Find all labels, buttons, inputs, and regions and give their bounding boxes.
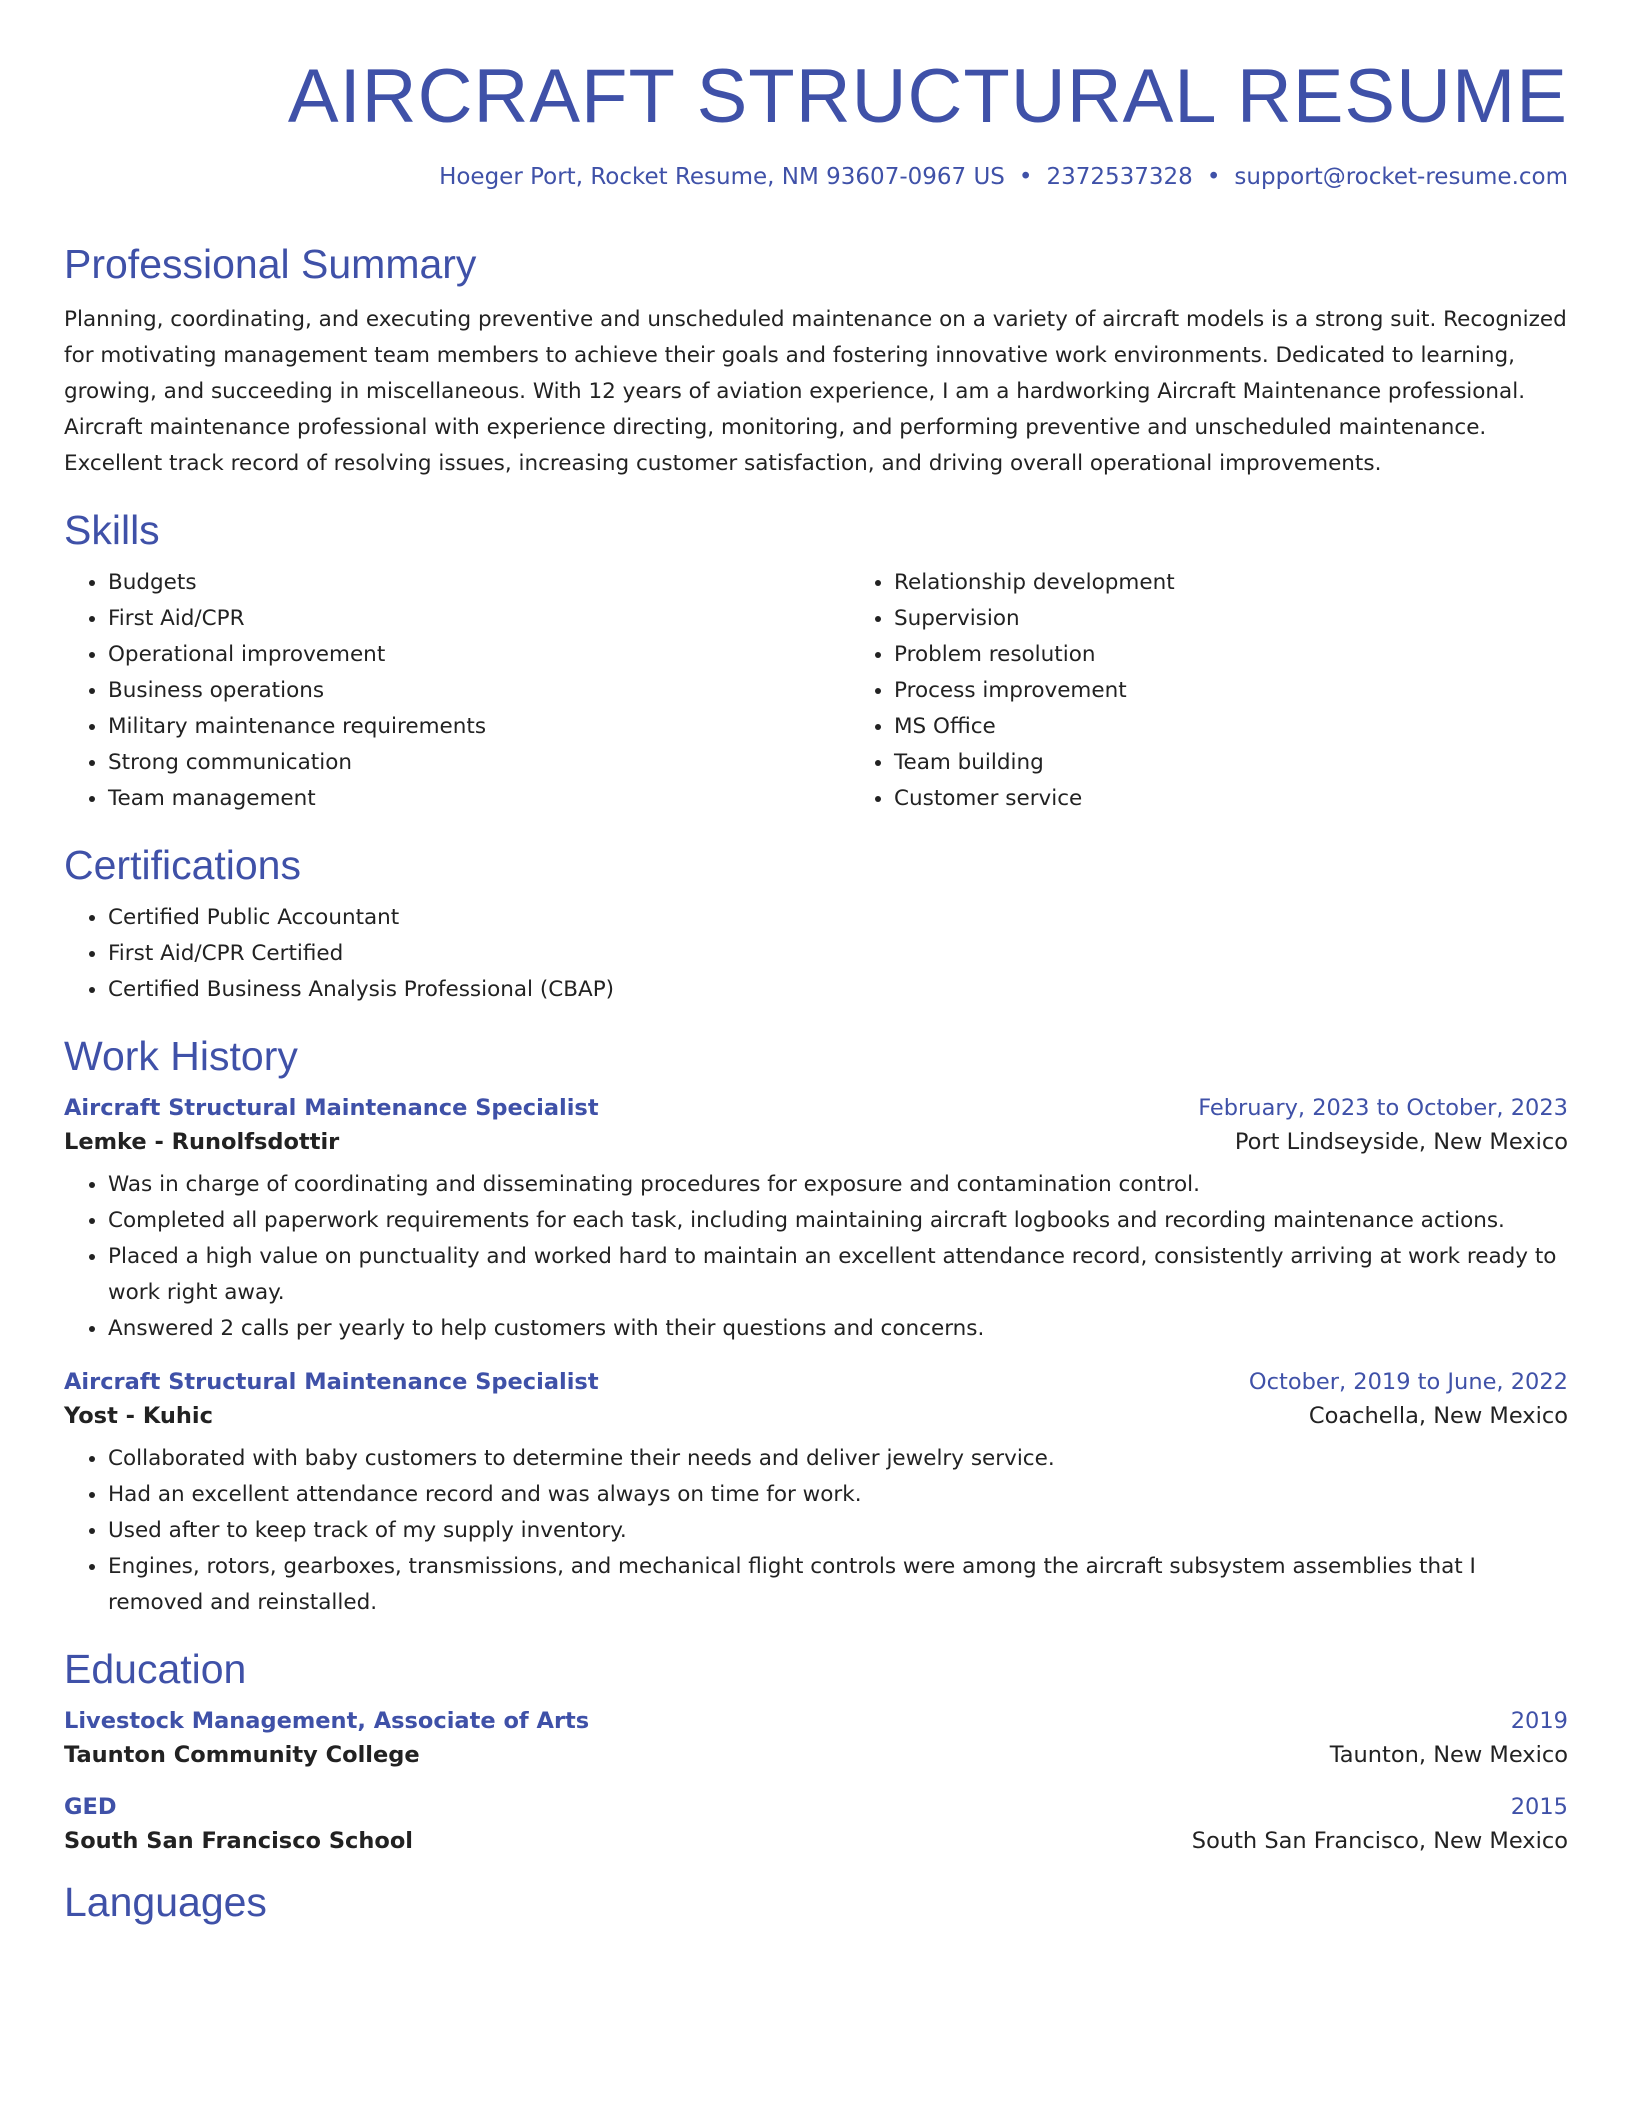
education-degree: Livestock Management, Associate of Arts <box>64 1708 590 1735</box>
education-school-row <box>64 1828 1568 1854</box>
skill-item: • Operational improvement <box>108 637 850 673</box>
languages-section <box>64 1878 1568 1927</box>
job-bullets <box>64 1441 1568 1621</box>
education-entry <box>64 1794 1568 1854</box>
skills-left-list <box>64 565 850 817</box>
certifications-section <box>64 841 1568 1008</box>
job-title: Aircraft Structural Maintenance Specialist <box>64 1095 599 1122</box>
job-bullet: • Completed all paperwork requirements for each task, including maintaining aircraft logbooks and recording maintenance actions. <box>108 1203 1568 1239</box>
education-school-row <box>64 1742 1568 1768</box>
skill-item: • First Aid/CPR <box>108 601 850 637</box>
job-bullet: • Engines, rotors, gearboxes, transmissions, and mechanical flight controls were among the aircraft subsystem assemblies that I removed and reinstalled. <box>108 1549 1568 1621</box>
education-degree: GED <box>64 1794 117 1821</box>
education-location: South San Francisco, New Mexico <box>1191 1828 1568 1855</box>
contact-separator: • <box>1018 163 1033 190</box>
job-location: Port Lindseyside, New Mexico <box>1234 1129 1568 1156</box>
languages-heading: Languages <box>64 1879 267 1926</box>
education-heading: Education <box>64 1646 247 1693</box>
certification-item: • Certified Public Accountant <box>108 900 1568 936</box>
job-company-row <box>64 1129 1568 1155</box>
job-header-row <box>64 1369 1568 1395</box>
job-header-row <box>64 1095 1568 1121</box>
certification-item: • First Aid/CPR Certified <box>108 936 1568 972</box>
certifications-list <box>64 900 1568 1008</box>
job-bullet: • Placed a high value on punctuality and worked hard to maintain an excellent attendance record, consistently arriving at work ready to work right away. <box>108 1239 1568 1311</box>
resume-title: AIRCRAFT STRUCTURAL RESUME <box>287 54 1568 139</box>
contact-line <box>64 163 1568 193</box>
education-school: Taunton Community College <box>64 1742 420 1769</box>
job-entry <box>64 1369 1568 1621</box>
education-year: 2019 <box>1510 1708 1568 1735</box>
skill-item: • Process improvement <box>894 673 1632 709</box>
summary-section <box>64 240 1568 481</box>
job-title: Aircraft Structural Maintenance Specialist <box>64 1369 599 1396</box>
job-dates: February, 2023 to October, 2023 <box>1198 1095 1568 1122</box>
skill-item: • Supervision <box>894 601 1632 637</box>
job-bullet: • Collaborated with baby customers to determine their needs and deliver jewelry service. <box>108 1441 1568 1477</box>
skill-item: • Team management <box>108 781 850 817</box>
job-location: Coachella, New Mexico <box>1308 1403 1568 1430</box>
skill-item: • Budgets <box>108 565 850 601</box>
summary-text: Planning, coordinating, and executing preventive and unscheduled maintenance on a variety of aircraft models is a strong suit. Recognized for motivating management team members to achieve their goals and fostering innovative work environments. Dedicated to learning, growing, and succeeding in miscellaneous. With 12 years of aviation experience, I am a hardworking Aircraft Maintenance professional. Aircraft maintenance professional with experience directing, monitoring, and performing preventive and unscheduled maintenance. Excellent track record of resolving issues, increasing customer satisfaction, and driving overall operational improvements. <box>64 306 1567 476</box>
job-company: Lemke - Runolfsdottir <box>64 1129 340 1156</box>
skill-item: • Relationship development <box>894 565 1632 601</box>
contact-email: support@rocket-resume.com <box>1234 163 1568 190</box>
job-bullets <box>64 1167 1568 1347</box>
education-header-row <box>64 1708 1568 1734</box>
skill-item: • MS Office <box>894 709 1632 745</box>
education-section <box>64 1645 1568 1854</box>
education-location: Taunton, New Mexico <box>1329 1742 1568 1769</box>
job-company: Yost - Kuhic <box>64 1403 213 1430</box>
work-history-section <box>64 1032 1568 1621</box>
skill-item: • Business operations <box>108 673 850 709</box>
work-history-heading: Work History <box>64 1033 298 1080</box>
job-dates: October, 2019 to June, 2022 <box>1248 1369 1568 1396</box>
skills-grid <box>64 555 1568 817</box>
certification-item: • Certified Business Analysis Professional (CBAP) <box>108 972 1568 1008</box>
summary-heading: Professional Summary <box>64 241 477 288</box>
education-header-row <box>64 1794 1568 1820</box>
job-bullet: • Had an excellent attendance record and was always on time for work. <box>108 1477 1568 1513</box>
job-bullet: • Answered 2 calls per yearly to help customers with their questions and concerns. <box>108 1311 1568 1347</box>
contact-phone: 2372537328 <box>1046 163 1193 190</box>
skill-item: • Team building <box>894 745 1632 781</box>
job-bullet: • Used after to keep track of my supply inventory. <box>108 1513 1568 1549</box>
skill-item: • Customer service <box>894 781 1632 817</box>
contact-separator: • <box>1206 163 1221 190</box>
education-school: South San Francisco School <box>64 1828 414 1855</box>
education-entry <box>64 1708 1568 1768</box>
skill-item: • Problem resolution <box>894 637 1632 673</box>
skill-item: • Strong communication <box>108 745 850 781</box>
job-entry <box>64 1095 1568 1347</box>
skill-item: • Military maintenance requirements <box>108 709 850 745</box>
skills-heading: Skills <box>64 506 160 553</box>
job-bullet: • Was in charge of coordinating and disseminating procedures for exposure and contamination control. <box>108 1167 1568 1203</box>
certifications-heading: Certifications <box>64 841 301 888</box>
job-company-row <box>64 1403 1568 1429</box>
education-year: 2015 <box>1510 1794 1568 1821</box>
skills-right-list <box>850 565 1632 817</box>
contact-address: Hoeger Port, Rocket Resume, NM 93607-0967 US <box>439 163 1005 190</box>
skills-section <box>64 506 1568 817</box>
